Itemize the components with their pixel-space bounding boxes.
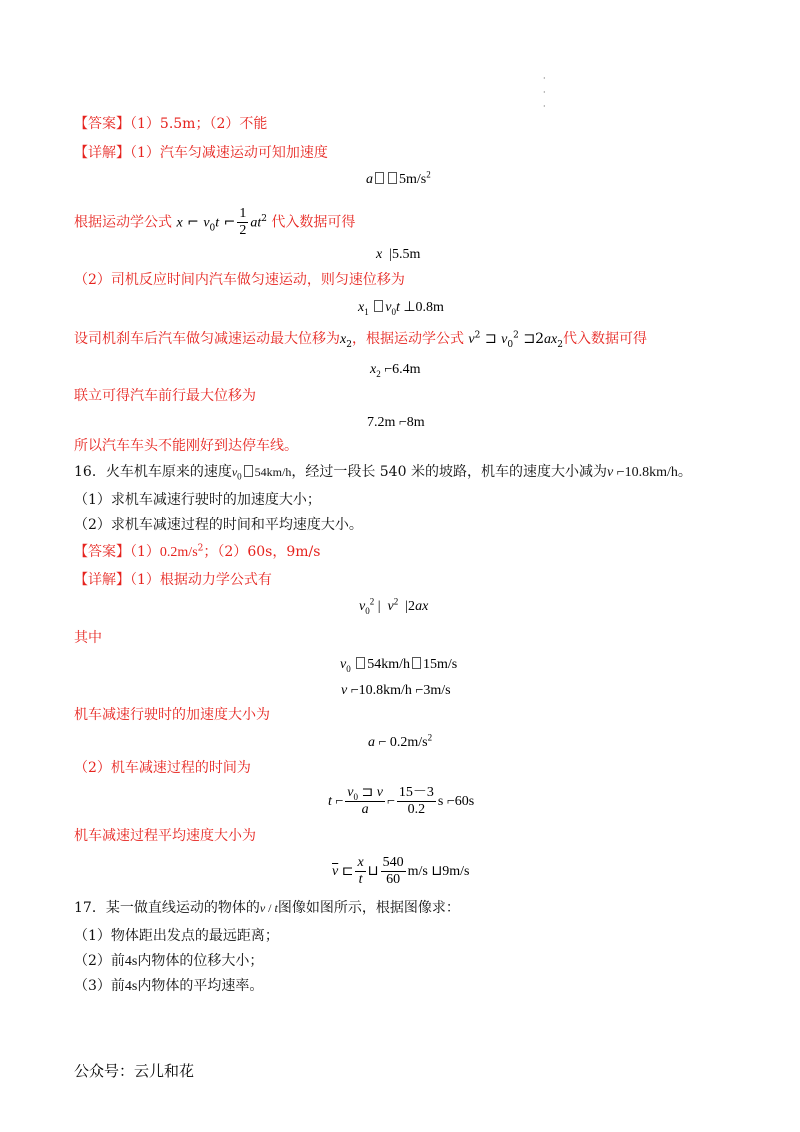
formula-line: 根据运动学公式 x ⌐ $v_0t$ ⌐ $\frac{1}{2}$ $at^2$ 代入数据可得 (74, 206, 356, 238)
equation-x: x |5.5m (376, 247, 421, 262)
equation-v: v ⌐10.8km/h ⌐3m/s (341, 683, 451, 698)
question-17-part-3: （3）前4s内物体的平均速率。 (74, 978, 264, 994)
combine-line: 联立可得汽车前行最大位移为 (74, 388, 256, 404)
detail-line-1: 【详解】（1）汽车匀减速运动可知加速度 (74, 145, 328, 161)
question-16: 16．火车机车原来的速度$v_0$ 54km/h，经过一段长 540 米的坡路，机车的速度大小减为v ⌐10.8km/h。 (74, 464, 692, 482)
equation-acc: a ⌐ $0.2m/s^2$ (368, 732, 433, 750)
acceleration-line: 机车减速行驶时的加速度大小为 (74, 707, 270, 723)
footer-watermark: 公众号：云儿和花 (74, 1062, 195, 1080)
question-17: 17．某一做直线运动的物体的v / t图像如图所示，根据图像求： (74, 900, 460, 916)
average-speed-line: 机车减速过程平均速度大小为 (74, 828, 256, 844)
question-16-part-1: （1）求机车减速行驶时的加速度大小； (74, 492, 321, 508)
equation-compare: 7.2m ⌐8m (367, 415, 425, 430)
detail-line-2: 【详解】（1）根据动力学公式有 (74, 572, 272, 588)
equation-x2: $x_2$ ⌐6.4m (370, 362, 421, 379)
question-16-part-2: （2）求机车减速过程的时间和平均速度大小。 (74, 517, 363, 533)
question-17-part-2: （2）前4s内物体的位移大小； (74, 953, 264, 969)
equation-acceleration: a $5m/s^2$ (366, 169, 431, 187)
equation-x1: $x_1$ $v_0t$ ⊥0.8m (358, 300, 444, 317)
header-dots: · · · (543, 74, 546, 111)
equation-v0: $v_0$ 54km/h 15m/s (340, 657, 458, 674)
equation-average: $\overline{v}$ ⊏ $\frac{x}{t}$ ⊔ $\frac{540}{60}$ m/s ⊔9m/s (332, 855, 470, 888)
reaction-line: （2）司机反应时间内汽车做匀速运动，则匀速位移为 (74, 272, 405, 288)
question-17-part-1: （1）物体距出发点的最远距离； (74, 928, 279, 944)
answer-line-2: 【答案】$(1)0.2m/s^2$；（2）60s，9m/s (74, 543, 321, 560)
answer-line-1: 【答案】（1）5.5m；（2）不能 (74, 116, 268, 132)
brake-line: 设司机刹车后汽车做匀减速运动最大位移为$x_2$，根据运动学公式 $v^2$ ⊐ $v_0^2$ $⊐2ax_2$代入数据可得 (74, 330, 647, 350)
equation-kinematic: $v_0^2$ | $v^2$ |2ax (359, 596, 429, 616)
time-line: （2）机车减速过程的时间为 (74, 760, 251, 776)
equation-time: t ⌐ $\frac{v_0 ⊐ v}{a}$ ⌐ $\frac{15-3}{0.2}$ s ⌐60s (328, 785, 475, 818)
conclusion-line: 所以汽车车头不能刚好到达停车线。 (74, 438, 298, 454)
where-line: 其中 (74, 630, 102, 646)
